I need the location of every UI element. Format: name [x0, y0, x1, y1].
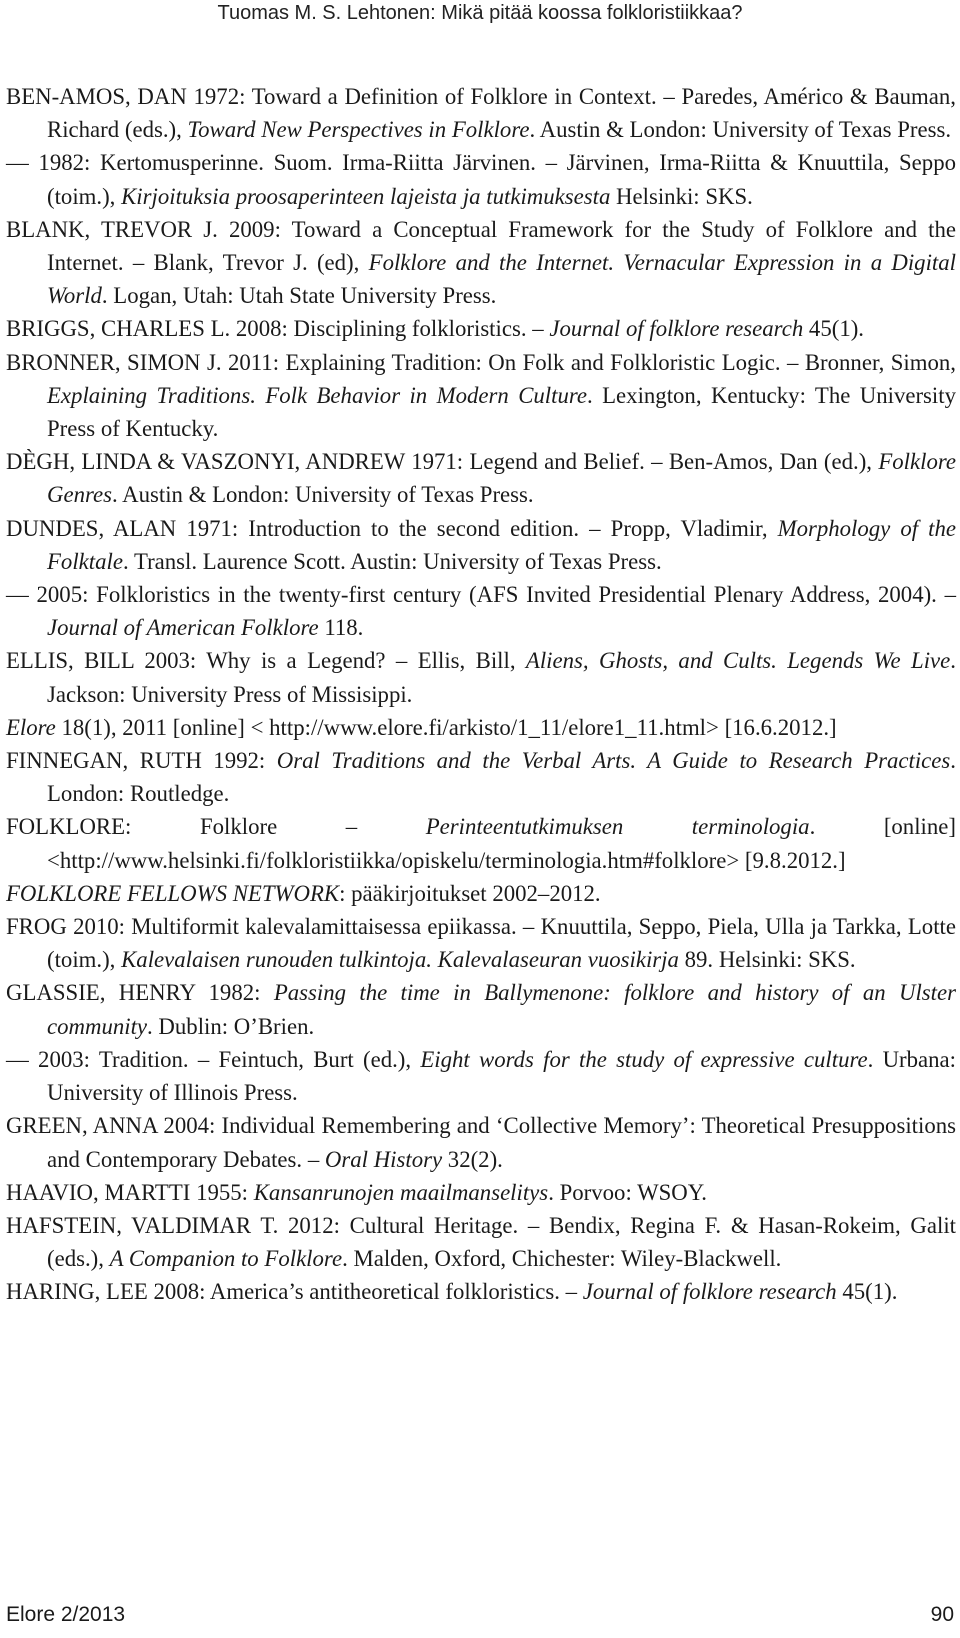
- reference-title-italic: Kansanrunojen maailmanselitys: [253, 1179, 549, 1205]
- reference-text: BRIGGS, CHARLES L. 2008: Disciplining folkloristics. –: [6, 316, 550, 342]
- reference-title-italic: Kalevalaisen runouden tulkintoja. Kalevalaseuran vuosikirja: [121, 947, 679, 973]
- reference-title-italic: Folklore Genres: [47, 449, 956, 508]
- reference-entry: [6, 744, 956, 810]
- reference-text: . London: Routledge.: [47, 748, 956, 807]
- reference-entry: [6, 1109, 956, 1175]
- reference-title-italic: FOLKLORE FELLOWS NETWORK: [6, 880, 340, 906]
- reference-text: : pääkirjoitukset 2002–2012.: [339, 880, 601, 906]
- reference-entry: [6, 910, 956, 976]
- reference-title-italic: Journal of folklore research: [549, 316, 804, 342]
- reference-text: — 1982: Kertomusperinne. Suom. Irma-Riitta Järvinen. – Järvinen, Irma-Riitta & Knuuttila, Seppo (toim.),: [6, 150, 956, 209]
- reference-entry: [6, 578, 956, 644]
- reference-text: 45(1).: [803, 316, 865, 342]
- reference-text: FROG 2010: Multiformit kalevalamittaisessa epiikassa. – Knuuttila, Seppo, Piela, Ulla ja Tarkka, Lotte (toim.),: [6, 914, 956, 973]
- reference-entry: [6, 1275, 956, 1308]
- reference-text: . Jackson: University Press of Missisippi.: [47, 648, 956, 707]
- reference-title-italic: Eight words for the study of expressive culture: [420, 1046, 868, 1072]
- reference-entry: [6, 1176, 956, 1209]
- reference-text: 45(1).: [836, 1279, 898, 1305]
- running-header: Tuomas M. S. Lehtonen: Mikä pitää koossa folkloristiikkaa?: [217, 2, 743, 24]
- reference-text: FINNEGAN, RUTH 1992:: [6, 748, 277, 774]
- reference-title-italic: A Companion to Folklore: [109, 1246, 343, 1272]
- reference-text: — 2005: Folkloristics in the twenty-first century (AFS Invited Presidential Plenary Address, 2004). –: [6, 582, 956, 608]
- reference-text: GREEN, ANNA 2004: Individual Remembering and ‘Collective Memory’: Theoretical Presuppositions and Contemporary Debates. –: [6, 1113, 956, 1172]
- reference-text: 18(1), 2011 [online] < http://www.elore.fi/arkisto/1_11/elore1_11.html> [16.6.2012.]: [55, 714, 837, 740]
- reference-text: ELLIS, BILL 2003: Why is a Legend? – Ellis, Bill,: [6, 648, 526, 674]
- reference-text: GLASSIE, HENRY 1982:: [6, 980, 274, 1006]
- page-number: 90: [930, 1603, 954, 1626]
- reference-title-italic: Passing the time in Ballymenone: folklore and history of an Ulster community: [47, 980, 956, 1039]
- reference-text: HAFSTEIN, VALDIMAR T. 2012: Cultural Heritage. – Bendix, Regina F. & Hasan-Rokeim, Galit (eds.),: [6, 1212, 956, 1272]
- reference-text: . Dublin: O’Brien.: [147, 1013, 315, 1039]
- reference-entry: [6, 1209, 956, 1275]
- reference-entry: [6, 80, 956, 146]
- reference-title-italic: Morphology of the Folktale: [47, 515, 956, 574]
- reference-text: 89. Helsinki: SKS.: [678, 947, 856, 973]
- reference-title-italic: Explaining Traditions. Folk Behavior in Modern Culture: [47, 382, 588, 408]
- reference-entry: [6, 512, 956, 578]
- reference-title-italic: Aliens, Ghosts, and Cults. Legends We Live: [525, 648, 951, 674]
- reference-entry: [6, 810, 956, 876]
- reference-entry: [6, 445, 956, 511]
- reference-text: FOLKLORE: Folklore –: [6, 814, 426, 840]
- reference-title-italic: Journal of folklore research: [582, 1279, 837, 1305]
- reference-entry: [6, 312, 956, 345]
- reference-entry: [6, 711, 956, 744]
- reference-title-italic: Toward New Perspectives in Folklore: [187, 117, 530, 143]
- reference-entry: [6, 877, 956, 910]
- reference-text: HAAVIO, MARTTI 1955:: [6, 1179, 254, 1205]
- reference-text: . Logan, Utah: Utah State University Press.: [101, 283, 497, 309]
- reference-text: HARING, LEE 2008: America’s antitheoretical folkloristics. –: [6, 1279, 583, 1305]
- reference-entry: [6, 213, 956, 313]
- reference-text: . Malden, Oxford, Chichester: Wiley-Blackwell.: [342, 1246, 782, 1272]
- reference-text: 118.: [318, 615, 364, 641]
- footer-journal: Elore 2/2013: [6, 1603, 126, 1626]
- reference-title-italic: Perinteentutkimuksen terminologia: [425, 814, 810, 840]
- reference-text: — 2003: Tradition. – Feintuch, Burt (ed.),: [6, 1046, 421, 1072]
- reference-title-italic: Kirjoituksia proosaperinteen lajeista ja tutkimuksesta: [121, 183, 611, 209]
- reference-text: Helsinki: SKS.: [610, 183, 753, 209]
- reference-entry: [6, 346, 956, 446]
- reference-text: DUNDES, ALAN 1971: Introduction to the second edition. – Propp, Vladimir,: [6, 515, 778, 541]
- reference-text: . Lexington, Kentucky: The University Press of Kentucky.: [47, 382, 956, 442]
- reference-text: . Urbana: University of Illinois Press.: [47, 1046, 956, 1106]
- reference-title-italic: Folklore and the Internet. Vernacular Expression in a Digital World: [47, 250, 956, 309]
- reference-title-italic: Elore: [6, 714, 56, 740]
- reference-text: . Transl. Laurence Scott. Austin: University of Texas Press.: [122, 548, 662, 574]
- reference-title-italic: Oral History: [324, 1146, 443, 1172]
- reference-entry: [6, 1043, 956, 1109]
- reference-entry: [6, 976, 956, 1042]
- reference-text: . Austin & London: University of Texas Press.: [112, 482, 534, 508]
- reference-text: . Austin & London: University of Texas Press.: [529, 117, 952, 143]
- reference-text: BEN-AMOS, DAN 1972: Toward a Definition of Folklore in Context. – Paredes, Américo & Bauman, Richard (eds.),: [6, 84, 956, 143]
- reference-text: BRONNER, SIMON J. 2011: Explaining Tradition: On Folk and Folkloristic Logic. – Bronner, Simon,: [6, 349, 956, 375]
- reference-list: [6, 80, 956, 1309]
- reference-title-italic: Oral Traditions and the Verbal Arts. A Guide to Research Practices: [276, 748, 951, 774]
- reference-text: 32(2).: [442, 1146, 503, 1172]
- reference-text: DÈGH, LINDA & VASZONYI, ANDREW 1971: Legend and Belief. – Ben-Amos, Dan (ed.),: [6, 449, 879, 475]
- reference-entry: [6, 644, 956, 710]
- reference-entry: [6, 146, 956, 212]
- reference-title-italic: Journal of American Folklore: [47, 615, 319, 641]
- reference-text: BLANK, TREVOR J. 2009: Toward a Conceptual Framework for the Study of Folklore and the Internet. – Blank, Trevor J. (ed),: [6, 216, 956, 276]
- reference-text: . Porvoo: WSOY.: [548, 1179, 707, 1205]
- reference-text: . [online] <http://www.helsinki.fi/folkloristiikka/opiskelu/terminologia.htm#folklore> [9.8.2012.]: [47, 814, 956, 873]
